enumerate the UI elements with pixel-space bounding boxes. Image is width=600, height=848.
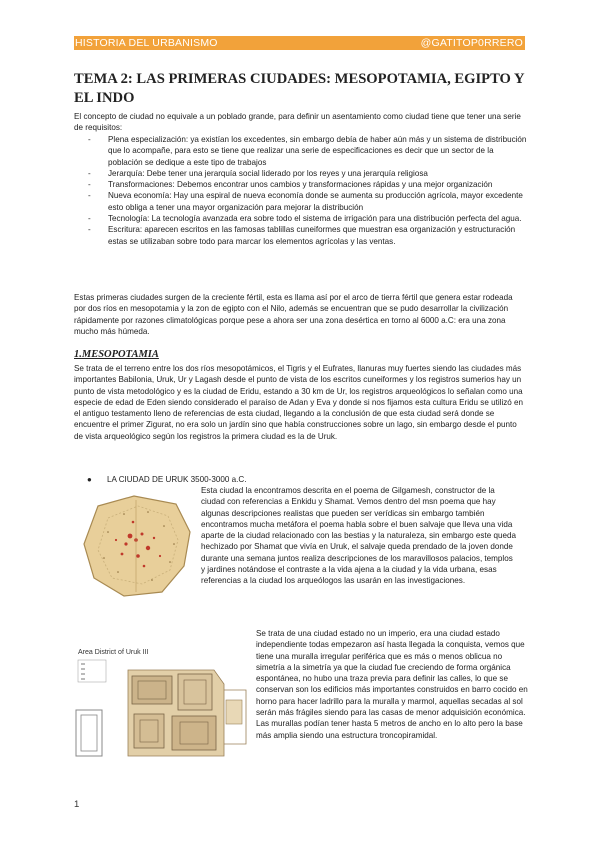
city-state-paragraph: Se trata de una ciudad estado no un imperio, era una ciudad estado independiente todas empezaron así hasta llegada la conquista, vemos que tiene una muralla irregular periférica que es más o menos oblicua no simetría a la simetría ya que la ciudad fue creciendo de forma orgánica espontánea, no hubo una traza previa para definir las calles, lo que se conservan son los edificios más importantes construidos en barro cocido en horno para hacer ladrillo para la muralla y marmol, aquellas secadas al sol serán más frágiles siendo para las casas de menor adquisición económica. Las murallas podían tener hasta 5 metros de ancho en lo alto pero la base más amplia siendo una estructura troncopiramidal.	[256, 629, 528, 740]
header-author-handle: @GATITOP0RRERO	[420, 37, 523, 49]
list-item: - Tecnología: La tecnología avanzada era sobre todo el sistema de irrigación para una distribución perfecta del agua.	[88, 213, 528, 224]
uruk-city-map-image	[78, 492, 196, 600]
fertile-crescent-paragraph: Estas primeras ciudades surgen de la creciente fértil, esta es llama así por el arco de tierra fértil que genera estar rodeada por dos ríos en mesopotamia y la zon de egipto con el Nilo, además se encuentran que se pudo desarrollar la civilización rápidamente por razones climatológicas porque pese a ahora ser una zona desértica en torno al 6000 a.C: era una zona mucho más húmeda.	[74, 293, 513, 336]
list-item: - Escritura: aparecen escritos en las famosas tablillas cuneiformes que muestran esa organización y estructuración estas se utilizaban sobre todo para marcar los elementos agrícolas y las ventas.	[88, 224, 528, 247]
bullet-dot-icon: ●	[87, 475, 92, 484]
list-item: - Transformaciones: Debemos encontrar unos cambios y transformaciones rápidas y una mejor organización	[88, 179, 528, 190]
page-number: 1	[74, 799, 80, 810]
list-item: - Plena especialización: ya existían los excedentes, sin embargo debía de haber aún más y un sistema de distribución que lo acompañe, para esto se tiene que realizar una serie de especificaciones es decir que un sector de la población se dedique a este tipo de trabajos	[88, 134, 528, 168]
figure-caption: Area District of Uruk III	[78, 649, 149, 656]
list-item: - Jerarquía: Debe tener una jerarquía social liderado por los reyes y una jerarquía religiosa	[88, 168, 528, 179]
intro-paragraph: El concepto de ciudad no equivale a un poblado grande, para definir un asentamiento como ciudad tiene que tener una serie de requisitos:	[74, 112, 521, 133]
document-title: TEMA 2: LAS PRIMERAS CIUDADES: MESOPOTAMIA, EGIPTO Y EL INDO	[74, 71, 525, 106]
section-heading-mesopotamia: 1.MESOPOTAMIA	[74, 349, 159, 360]
requirements-list	[88, 134, 528, 247]
eanna-district-plan-image	[74, 644, 251, 769]
gilgamesh-paragraph: Esta ciudad la encontramos descrita en el poema de Gilgamesh, constructor de la ciudad con referencias a Enkidu y Shamat. Vemos dentro del msn poema que hay algunas descripciones realistas que pueden ser verídicas sin embargo también encontramos mucha metáfora el poema habla sobre el buen salvaje que lleva una vida aparte de la ciudad relacionado con las bestias y la naturaleza, sin embargo este queda hechizado por Shamat que vivía en Uruk, el salvaje queda prendado de la joven donde durante una semana juntos realiza descripciones de los maravillosos palacios, templos y jardines notándose el contraste a la vida ajena a la ciudad y la vida urbana, esas referencias a la ciudad los arqueólogos las usarán en las investigaciones.	[201, 486, 516, 586]
uruk-bullet-label: LA CIUDAD DE URUK 3500-3000 a.C.	[107, 475, 247, 484]
list-item: - Nueva economía: Hay una espiral de nueva economía donde se aumenta su producción agrícola, mayor excedente esto obliga a tener una mayor organización para mejorar la distribución	[88, 190, 528, 213]
running-header-bar	[74, 36, 525, 50]
mesopotamia-paragraph: Se trata de el terreno entre los dos ríos mesopotámicos, el Tigris y el Eufrates, llanuras muy fuertes siendo las ciudades más importantes Babilonia, Uruk, Ur y Lagash desde el punto de vista de los escritos cuneiformes y los registros sumerios hay un punto de vista metodológico y es la ciudad de Eridu, estando a 30 km de Ur, los registros arqueológicos lo señalan como una especie de edad de Eden siendo considerado el paraíso de Adan y Eva y donde si nos fijamos esta cultura Eridu se utilizó en el antiguo testamento lleno de referencias de esta ciudad, llegando a la conclusión de que esta ciudad será donde se encuentre el primer Zigurat, no era solo un jardín sino que había construcciones sobre un lago, sin embargo desde el punto de vista arqueológico según los registros la primera ciudad es la de Uruk.	[74, 364, 524, 441]
header-course-title: HISTORIA DEL URBANISMO	[75, 37, 218, 49]
